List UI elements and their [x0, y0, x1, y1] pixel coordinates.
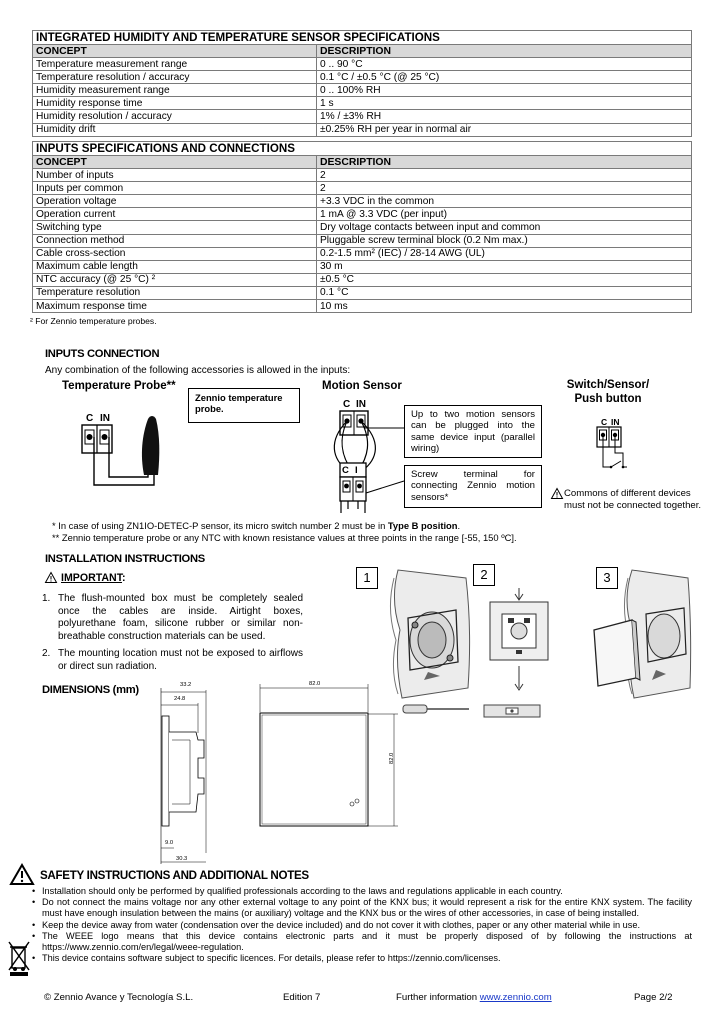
important-colon: : — [122, 572, 126, 584]
dimension-height: 82.0 — [389, 752, 395, 764]
description-cell: 2 — [317, 169, 692, 182]
concept-cell: Humidity resolution / accuracy — [33, 110, 317, 123]
accessory-note-2: ** Zennio temperature probe or any NTC with known resistance values at three points in the range [-55, 150 ºC]. — [52, 532, 517, 543]
description-cell: 2 — [317, 182, 692, 195]
step3-device-attach-illustration — [592, 570, 692, 700]
table-row — [33, 221, 692, 234]
switch-label — [556, 378, 660, 406]
footer-info-text: Further information — [396, 992, 480, 1003]
dimension-width: 82.0 — [309, 681, 321, 687]
description-cell: ±0.5 °C — [317, 273, 692, 286]
motion-sensor-label: Motion Sensor — [322, 380, 402, 392]
inputs-connection-intro: Any combination of the following accessories is allowed in the inputs: — [45, 365, 351, 376]
important-word: IMPORTANT — [61, 572, 123, 584]
concept-cell: Humidity measurement range — [33, 84, 317, 97]
instruction-number: 2. — [42, 648, 51, 659]
description-cell: ±0.25% RH per year in normal air — [317, 123, 692, 136]
description-cell: Dry voltage contacts between input and common — [317, 221, 692, 234]
motion-parallel-wiring-box: Up to two motion sensors can be plugged into the same device input (parallel wiring) — [404, 405, 542, 458]
instruction-item — [42, 648, 312, 674]
concept-cell: Temperature resolution — [33, 286, 317, 299]
safety-item: • Do not connect the mains voltage nor any other external voltage to any point of the KNX bus; it would represent a risk for the entire KNX system. The facility must have enough insulation between the mains (or auxiliary) voltage and the KNX bus or the wires of other accessories, in case of being installed. — [30, 897, 692, 919]
footer-page: Page 2/2 — [634, 992, 673, 1003]
terminal-label-in: IN — [100, 413, 110, 424]
description-cell: Pluggable screw terminal block (0.2 Nm max.) — [317, 234, 692, 247]
warning-icon — [45, 572, 57, 583]
footer-website-link[interactable]: www.zennio.com — [479, 992, 552, 1003]
front-view-dimension-drawing — [258, 684, 400, 834]
switch-label-line1: Switch/Sensor/ — [566, 379, 650, 391]
warning-icon — [10, 864, 34, 885]
table-row — [33, 97, 692, 110]
instruction-text: The mounting location must not be exposed to airflows or direct sun radiation. — [58, 648, 303, 672]
description-cell: 0.1 °C — [317, 286, 692, 299]
description-cell: 0.2-1.5 mm² (IEC) / 28-14 AWG (UL) — [317, 247, 692, 260]
column-header-description: DESCRIPTION — [317, 156, 692, 169]
concept-cell: Maximum response time — [33, 300, 317, 313]
terminal-label-c: C — [601, 417, 608, 427]
terminal-label-in: IN — [611, 417, 620, 427]
table-row — [33, 260, 692, 273]
concept-cell: NTC accuracy (@ 25 °C) ² — [33, 273, 317, 286]
description-cell: 1 s — [317, 97, 692, 110]
footer-edition: Edition 7 — [283, 992, 321, 1003]
description-cell: 0 .. 90 °C — [317, 58, 692, 71]
note1-bold: Type B position — [387, 520, 458, 531]
table-title: INTEGRATED HUMIDITY AND TEMPERATURE SENSOR SPECIFICATIONS — [33, 31, 692, 45]
spirit-level-illustration — [484, 704, 540, 718]
switch-warning-line2: must not be connected together. — [564, 500, 702, 511]
table-row — [33, 247, 692, 260]
inputs-spec-table — [32, 141, 692, 313]
temperature-probe-wiring-diagram — [82, 425, 172, 495]
important-label — [61, 572, 126, 584]
table-row — [33, 123, 692, 136]
safety-item: • This device contains software subject to specific licences. For details, please refer to https://zennio.com/licenses. — [30, 953, 692, 964]
installation-heading: INSTALLATION INSTRUCTIONS — [45, 553, 205, 565]
concept-cell: Humidity drift — [33, 123, 317, 136]
terminal-label-c: C — [86, 413, 94, 424]
concept-cell: Operation current — [33, 208, 317, 221]
switch-warning-line1: Commons of different devices — [564, 488, 691, 499]
weee-bin-icon — [8, 940, 30, 976]
step-number-2: 2 — [473, 564, 495, 586]
dimension-24-8: 24.8 — [174, 696, 186, 702]
warning-icon — [551, 488, 563, 499]
step1-mounting-illustration — [380, 570, 470, 700]
safety-heading: SAFETY INSTRUCTIONS AND ADDITIONAL NOTES — [40, 869, 309, 882]
footer-info — [396, 992, 552, 1003]
table-row — [33, 58, 692, 71]
concept-cell: Humidity response time — [33, 97, 317, 110]
table-row — [33, 195, 692, 208]
switch-wiring-diagram — [597, 427, 637, 475]
concept-cell: Inputs per common — [33, 182, 317, 195]
concept-cell: Switching type — [33, 221, 317, 234]
description-cell: 10 ms — [317, 300, 692, 313]
column-header-concept: CONCEPT — [33, 45, 317, 58]
description-cell: 0.1 °C / ±0.5 °C (@ 25 °C) — [317, 71, 692, 84]
note1-end: . — [457, 520, 461, 531]
motion-sensor-wiring-diagram — [338, 411, 398, 516]
accessory-note-1 — [52, 520, 460, 531]
temperature-probe-label: Temperature Probe** — [62, 380, 176, 392]
safety-item: • Installation should only be performed by qualified professionals according to the laws and regulations applicable in each country. — [30, 886, 692, 897]
motion-screw-terminal-box: Screw terminal for connecting Zennio motion sensors* — [404, 465, 542, 508]
table-row — [33, 71, 692, 84]
instruction-item — [42, 593, 312, 645]
humidity-temperature-spec-table — [32, 30, 692, 137]
note1-text: * In case of using ZN1IO-DETEC-P sensor, its micro switch number 2 must be in — [52, 520, 388, 531]
column-header-concept: CONCEPT — [33, 156, 317, 169]
concept-cell: Connection method — [33, 234, 317, 247]
dimensions-heading: DIMENSIONS (mm) — [42, 684, 139, 696]
safety-list — [30, 886, 692, 964]
switch-label-line2: Push button — [574, 393, 642, 405]
instruction-text: The flush-mounted box must be completely sealed once the cables are inside. Airtight boxes, polyurethane foam, silicone rubber or similar non-breathable construction materials can be used. — [58, 593, 303, 642]
table-row — [33, 300, 692, 313]
dimension-33-2: 33.2 — [180, 682, 192, 688]
footer-company: © Zennio Avance y Tecnología S.L. — [44, 992, 194, 1003]
table-row — [33, 273, 692, 286]
table-row — [33, 182, 692, 195]
table-row — [33, 169, 692, 182]
terminal-label-in: IN — [356, 399, 366, 410]
column-header-description: DESCRIPTION — [317, 45, 692, 58]
terminal-label-c: C — [343, 399, 351, 410]
table-row — [33, 84, 692, 97]
table-row — [33, 110, 692, 123]
table-footnote: ² For Zennio temperature probes. — [30, 316, 157, 326]
table-row — [33, 234, 692, 247]
terminal-label-c: C — [342, 465, 349, 476]
concept-cell: Maximum cable length — [33, 260, 317, 273]
inputs-connection-heading: INPUTS CONNECTION — [45, 348, 160, 360]
description-cell: +3.3 VDC in the common — [317, 195, 692, 208]
dimension-9-0: 9.0 — [165, 840, 174, 846]
table-row — [33, 208, 692, 221]
description-cell: 0 .. 100% RH — [317, 84, 692, 97]
step2-mounting-plate-illustration — [486, 588, 552, 692]
table-title: INPUTS SPECIFICATIONS AND CONNECTIONS — [33, 142, 692, 156]
description-cell: 1% / ±3% RH — [317, 110, 692, 123]
step-number-1: 1 — [356, 567, 378, 589]
description-cell: 30 m — [317, 260, 692, 273]
concept-cell: Number of inputs — [33, 169, 317, 182]
concept-cell: Cable cross-section — [33, 247, 317, 260]
table-row — [33, 286, 692, 299]
dimension-30-3: 30.3 — [176, 856, 188, 862]
screwdriver-illustration — [403, 702, 473, 716]
concept-cell: Temperature resolution / accuracy — [33, 71, 317, 84]
concept-cell: Operation voltage — [33, 195, 317, 208]
probe-description-box: Zennio temperature probe. — [188, 388, 300, 423]
step-number-3: 3 — [596, 567, 618, 589]
terminal-label-i: I — [355, 465, 358, 476]
instruction-number: 1. — [42, 593, 51, 604]
safety-item: • The WEEE logo means that this device contains electronic parts and it must be properly disposed of by following the instructions at https://www.zennio.com/en/legal/weee-regulation. — [30, 931, 692, 953]
side-view-dimension-drawing — [160, 688, 210, 864]
safety-item: • Keep the device away from water (condensation over the device included) and do not cover it with clothes, paper or any other material while in use. — [30, 920, 692, 931]
description-cell: 1 mA @ 3.3 VDC (per input) — [317, 208, 692, 221]
concept-cell: Temperature measurement range — [33, 58, 317, 71]
